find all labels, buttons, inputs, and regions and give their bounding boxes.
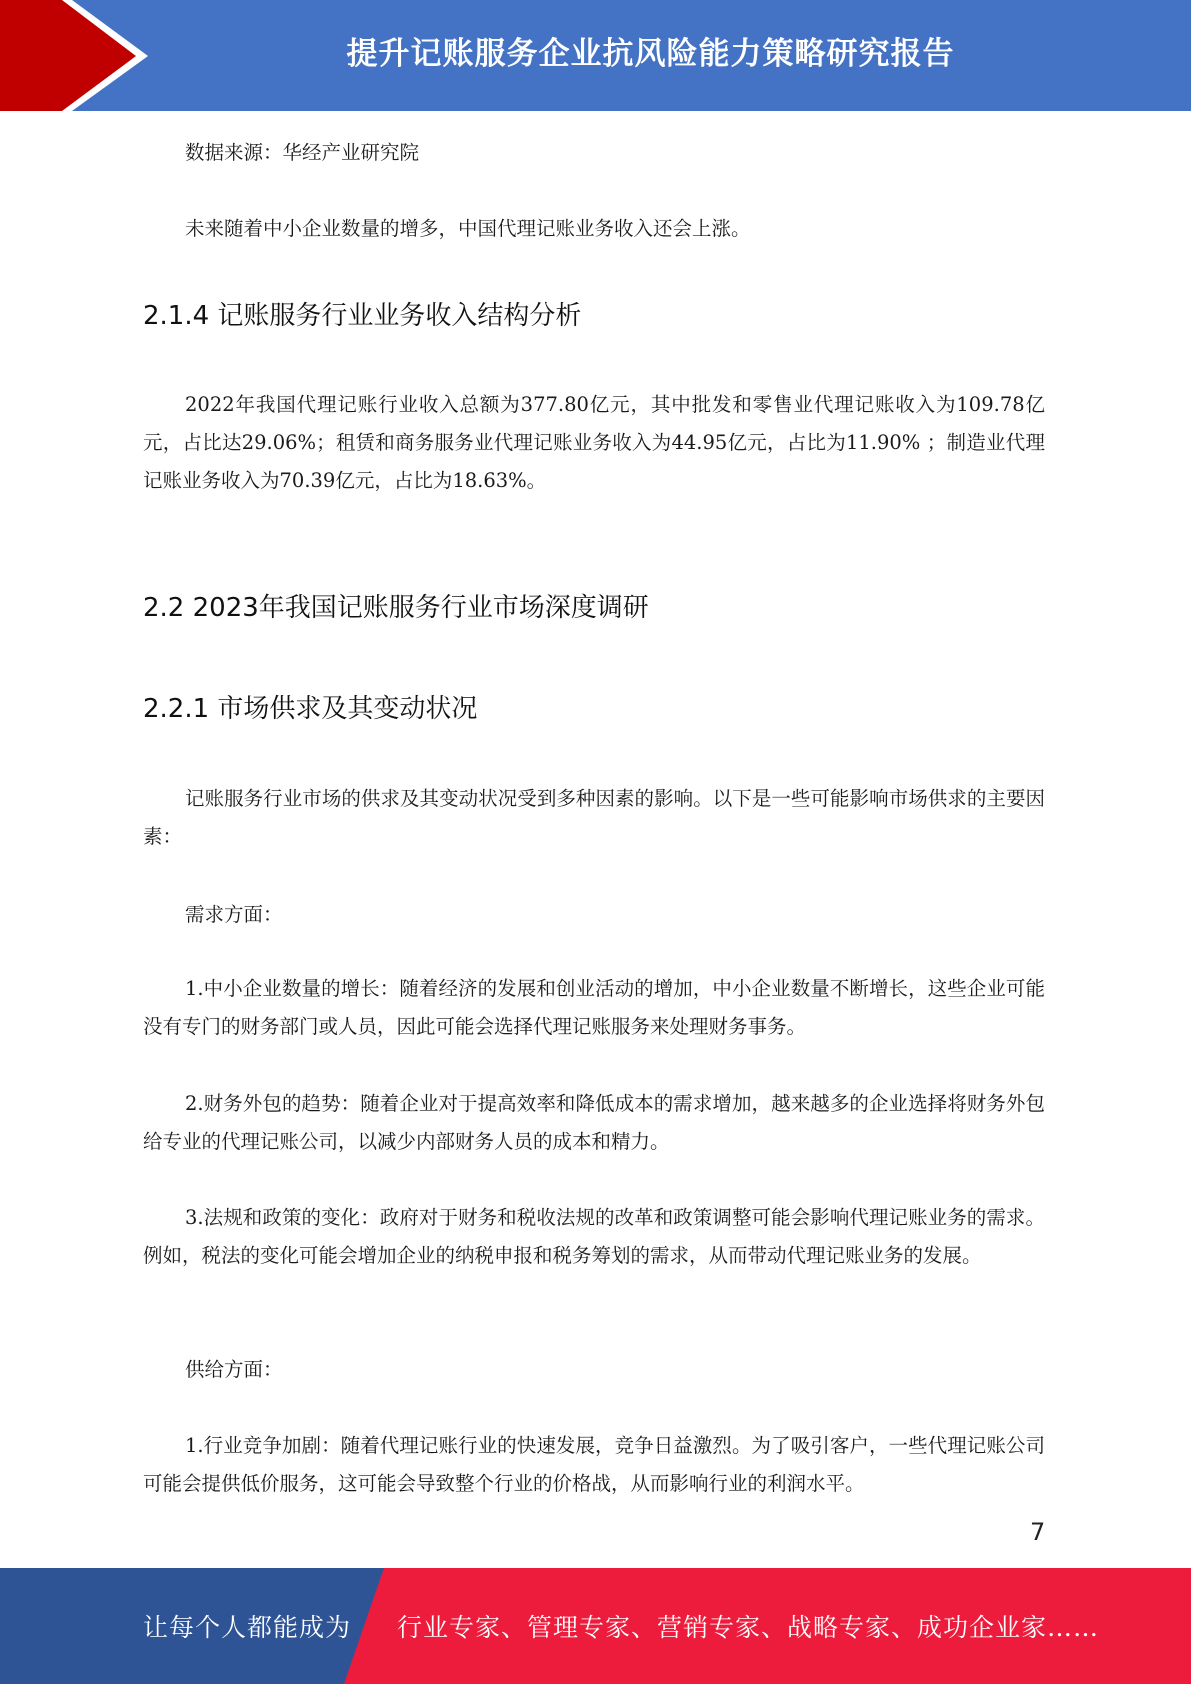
paragraph-revenue-structure: 2022年我国代理记账行业收入总额为377.80亿元，其中批发和零售业代理记账收入为109.78亿元，占比达29.06%；租赁和商务服务业代理记账业务收入为44.95亿元，占比为11.90% ；制造业代理记账业务收入为70.39亿元，占比为18.63%。 [143, 393, 1045, 492]
paragraph-supply-demand-intro: 记账服务行业市场的供求及其变动状况受到多种因素的影响。以下是一些可能影响市场供求的主要因素： [143, 787, 1045, 848]
demand-label: 需求方面： [185, 903, 283, 926]
report-title: 提升记账服务企业抗风险能力策略研究报告 [346, 35, 955, 72]
footer-slogan-right: 行业专家、管理专家、营销专家、战略专家、成功企业家…… [397, 1613, 1100, 1642]
page-number: 7 [1030, 1518, 1046, 1546]
heading-2-1-4: 2.1.4 记账服务行业业务收入结构分析 [143, 301, 582, 331]
demand-item-2: 2.财务外包的趋势：随着企业对于提高效率和降低成本的需求增加，越来越多的企业选择将财务外包给专业的代理记账公司，以减少内部财务人员的成本和精力。 [143, 1092, 1045, 1153]
supply-item-1: 1.行业竞争加剧：随着代理记账行业的快速发展，竞争日益激烈。为了吸引客户，一些代理记账公司可能会提供低价服务，这可能会导致整个行业的价格战，从而影响行业的利润水平。 [143, 1434, 1045, 1495]
heading-2-2-1: 2.2.1 市场供求及其变动状况 [143, 694, 478, 724]
supply-label: 供给方面： [185, 1358, 283, 1381]
demand-item-3: 3.法规和政策的变化：政府对于财务和税收法规的改革和政策调整可能会影响代理记账业务的需求。例如，税法的变化可能会增加企业的纳税申报和税务筹划的需求，从而带动代理记账业务的发展。 [143, 1206, 1045, 1267]
header-chevron-decoration [0, 0, 160, 111]
page-footer [0, 1568, 1191, 1684]
page-header [0, 0, 1191, 111]
paragraph-future-growth: 未来随着中小企业数量的增多，中国代理记账业务收入还会上涨。 [185, 217, 751, 240]
heading-2-2: 2.2 2023年我国记账服务行业市场深度调研 [143, 593, 649, 623]
footer-slogan-left: 让每个人都能成为 [143, 1613, 352, 1642]
data-source-note: 数据来源：华经产业研究院 [185, 141, 420, 164]
demand-item-1: 1.中小企业数量的增长：随着经济的发展和创业活动的增加，中小企业数量不断增长，这些企业可能没有专门的财务部门或人员，因此可能会选择代理记账服务来处理财务事务。 [143, 977, 1045, 1038]
